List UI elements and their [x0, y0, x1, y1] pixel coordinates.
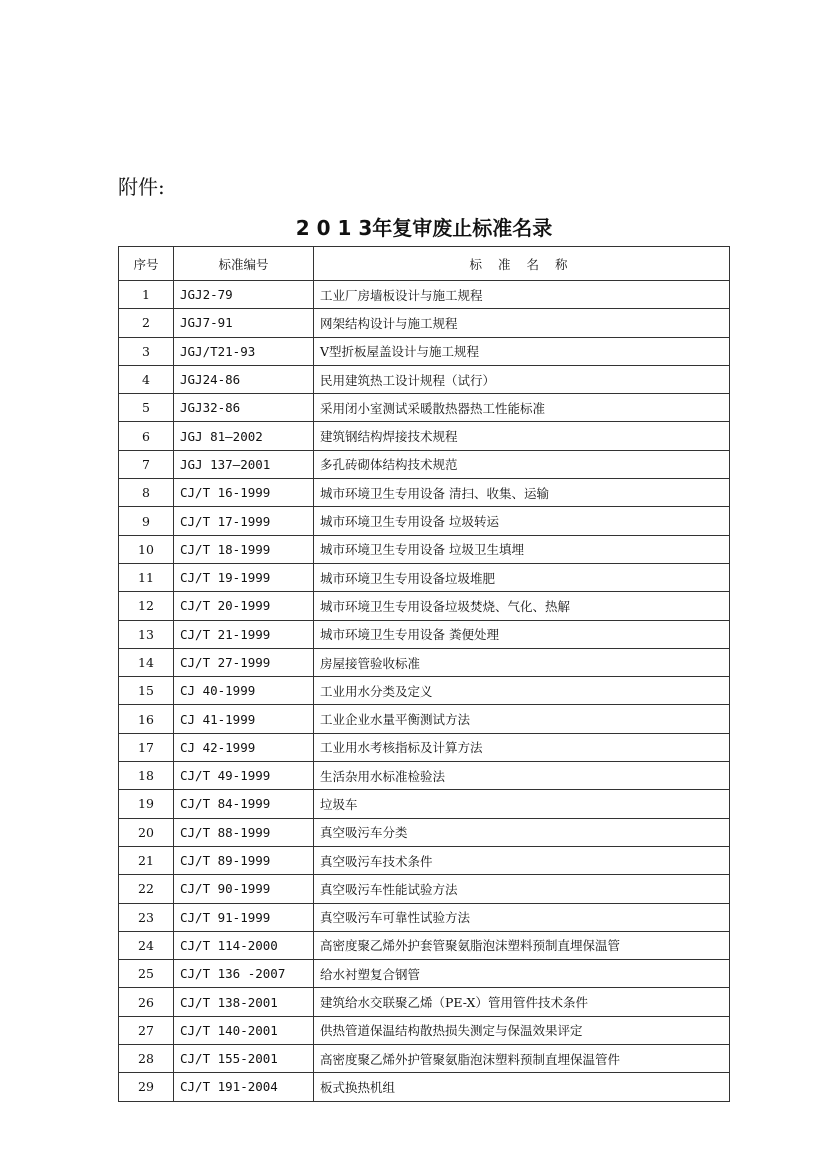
header-standard-name: 标 准 名 称 [314, 247, 730, 281]
table-row [119, 450, 730, 478]
attachment-label: 附件: [118, 175, 165, 199]
cell-standard-code: CJ/T 17-1999 [174, 507, 314, 535]
table-row [119, 818, 730, 846]
cell-standard-code: JGJ24-86 [174, 365, 314, 393]
cell-standard-code: JGJ2-79 [174, 281, 314, 309]
cell-standard-code: CJ/T 155-2001 [174, 1045, 314, 1073]
cell-serial-number: 6 [119, 422, 174, 450]
table-row [119, 507, 730, 535]
header-serial-number: 序号 [119, 247, 174, 281]
cell-serial-number: 9 [119, 507, 174, 535]
cell-standard-code: JGJ32-86 [174, 394, 314, 422]
cell-serial-number: 19 [119, 790, 174, 818]
cell-standard-name: 真空吸污车技术条件 [314, 846, 730, 874]
cell-standard-code: CJ/T 84-1999 [174, 790, 314, 818]
cell-standard-name: 采用闭小室测试采暖散热器热工性能标准 [314, 394, 730, 422]
standards-table [118, 246, 730, 1102]
cell-standard-code: CJ/T 91-1999 [174, 903, 314, 931]
table-row [119, 931, 730, 959]
cell-standard-code: JGJ 137—2001 [174, 450, 314, 478]
table-row [119, 365, 730, 393]
cell-standard-code: CJ/T 18-1999 [174, 535, 314, 563]
cell-standard-name: 真空吸污车可靠性试验方法 [314, 903, 730, 931]
table-row [119, 677, 730, 705]
cell-standard-code: CJ/T 16-1999 [174, 479, 314, 507]
table-row [119, 705, 730, 733]
cell-standard-name: 建筑给水交联聚乙烯（PE-X）管用管件技术条件 [314, 988, 730, 1016]
cell-serial-number: 27 [119, 1016, 174, 1044]
table-row [119, 960, 730, 988]
cell-standard-code: CJ/T 114-2000 [174, 931, 314, 959]
cell-standard-code: JGJ 81—2002 [174, 422, 314, 450]
table-row [119, 1016, 730, 1044]
cell-standard-code: CJ/T 27-1999 [174, 648, 314, 676]
cell-serial-number: 28 [119, 1045, 174, 1073]
cell-standard-name: 工业企业水量平衡测试方法 [314, 705, 730, 733]
table-row [119, 309, 730, 337]
page-title: 2 0 1 3年复审废止标准名录 [295, 216, 553, 240]
table-row [119, 988, 730, 1016]
cell-serial-number: 3 [119, 337, 174, 365]
cell-standard-name: 工业厂房墙板设计与施工规程 [314, 281, 730, 309]
cell-standard-name: 房屋接管验收标准 [314, 648, 730, 676]
table-row [119, 620, 730, 648]
table-row [119, 422, 730, 450]
cell-serial-number: 16 [119, 705, 174, 733]
cell-serial-number: 8 [119, 479, 174, 507]
cell-serial-number: 13 [119, 620, 174, 648]
cell-standard-name: 多孔砖砌体结构技术规范 [314, 450, 730, 478]
table-row [119, 1073, 730, 1101]
cell-standard-code: JGJ/T21-93 [174, 337, 314, 365]
cell-standard-code: CJ/T 21-1999 [174, 620, 314, 648]
cell-standard-name: 真空吸污车分类 [314, 818, 730, 846]
cell-standard-code: CJ/T 49-1999 [174, 762, 314, 790]
cell-serial-number: 20 [119, 818, 174, 846]
cell-standard-code: JGJ7-91 [174, 309, 314, 337]
table-row [119, 762, 730, 790]
table-row [119, 563, 730, 591]
cell-standard-name: 真空吸污车性能试验方法 [314, 875, 730, 903]
table-header-row [119, 247, 730, 281]
cell-standard-name: 高密度聚乙烯外护管聚氨脂泡沫塑料预制直埋保温管件 [314, 1045, 730, 1073]
cell-serial-number: 21 [119, 846, 174, 874]
table-row [119, 394, 730, 422]
cell-serial-number: 7 [119, 450, 174, 478]
cell-standard-name: 网架结构设计与施工规程 [314, 309, 730, 337]
cell-serial-number: 18 [119, 762, 174, 790]
cell-standard-name: 垃圾车 [314, 790, 730, 818]
header-standard-code: 标准编号 [174, 247, 314, 281]
table-row [119, 1045, 730, 1073]
cell-serial-number: 29 [119, 1073, 174, 1101]
cell-serial-number: 12 [119, 592, 174, 620]
cell-standard-name: 城市环境卫生专用设备 垃圾转运 [314, 507, 730, 535]
cell-serial-number: 5 [119, 394, 174, 422]
cell-standard-code: CJ/T 90-1999 [174, 875, 314, 903]
cell-serial-number: 17 [119, 733, 174, 761]
cell-standard-name: 城市环境卫生专用设备垃圾焚烧、气化、热解 [314, 592, 730, 620]
cell-serial-number: 4 [119, 365, 174, 393]
cell-standard-code: CJ/T 19-1999 [174, 563, 314, 591]
cell-serial-number: 25 [119, 960, 174, 988]
table-row [119, 479, 730, 507]
cell-standard-code: CJ/T 138-2001 [174, 988, 314, 1016]
cell-standard-name: 城市环境卫生专用设备 清扫、收集、运输 [314, 479, 730, 507]
cell-serial-number: 14 [119, 648, 174, 676]
cell-standard-name: 工业用水分类及定义 [314, 677, 730, 705]
cell-standard-name: 高密度聚乙烯外护套管聚氨脂泡沫塑料预制直埋保温管 [314, 931, 730, 959]
table-row [119, 281, 730, 309]
table-row [119, 790, 730, 818]
cell-standard-name: 供热管道保温结构散热损失测定与保温效果评定 [314, 1016, 730, 1044]
cell-serial-number: 2 [119, 309, 174, 337]
cell-standard-name: 生活杂用水标准检验法 [314, 762, 730, 790]
cell-serial-number: 24 [119, 931, 174, 959]
cell-standard-name: 工业用水考核指标及计算方法 [314, 733, 730, 761]
cell-serial-number: 26 [119, 988, 174, 1016]
cell-serial-number: 1 [119, 281, 174, 309]
cell-standard-code: CJ 42-1999 [174, 733, 314, 761]
table-row [119, 846, 730, 874]
cell-standard-name: V型折板屋盖设计与施工规程 [314, 337, 730, 365]
cell-serial-number: 10 [119, 535, 174, 563]
cell-standard-code: CJ/T 136 -2007 [174, 960, 314, 988]
table-row [119, 592, 730, 620]
cell-serial-number: 15 [119, 677, 174, 705]
cell-serial-number: 11 [119, 563, 174, 591]
cell-standard-code: CJ/T 140-2001 [174, 1016, 314, 1044]
cell-standard-name: 给水衬塑复合钢管 [314, 960, 730, 988]
table-row [119, 337, 730, 365]
cell-standard-code: CJ 40-1999 [174, 677, 314, 705]
cell-standard-code: CJ/T 20-1999 [174, 592, 314, 620]
table-row [119, 903, 730, 931]
cell-standard-name: 建筑钢结构焊接技术规程 [314, 422, 730, 450]
table-row [119, 875, 730, 903]
cell-serial-number: 22 [119, 875, 174, 903]
cell-serial-number: 23 [119, 903, 174, 931]
cell-standard-code: CJ 41-1999 [174, 705, 314, 733]
table-row [119, 733, 730, 761]
cell-standard-code: CJ/T 88-1999 [174, 818, 314, 846]
cell-standard-code: CJ/T 191-2004 [174, 1073, 314, 1101]
cell-standard-name: 城市环境卫生专用设备 粪便处理 [314, 620, 730, 648]
cell-standard-code: CJ/T 89-1999 [174, 846, 314, 874]
table-row [119, 648, 730, 676]
cell-standard-name: 板式换热机组 [314, 1073, 730, 1101]
cell-standard-name: 城市环境卫生专用设备垃圾堆肥 [314, 563, 730, 591]
table-body [119, 281, 730, 1102]
cell-standard-name: 城市环境卫生专用设备 垃圾卫生填埋 [314, 535, 730, 563]
table-row [119, 535, 730, 563]
cell-standard-name: 民用建筑热工设计规程（试行） [314, 365, 730, 393]
